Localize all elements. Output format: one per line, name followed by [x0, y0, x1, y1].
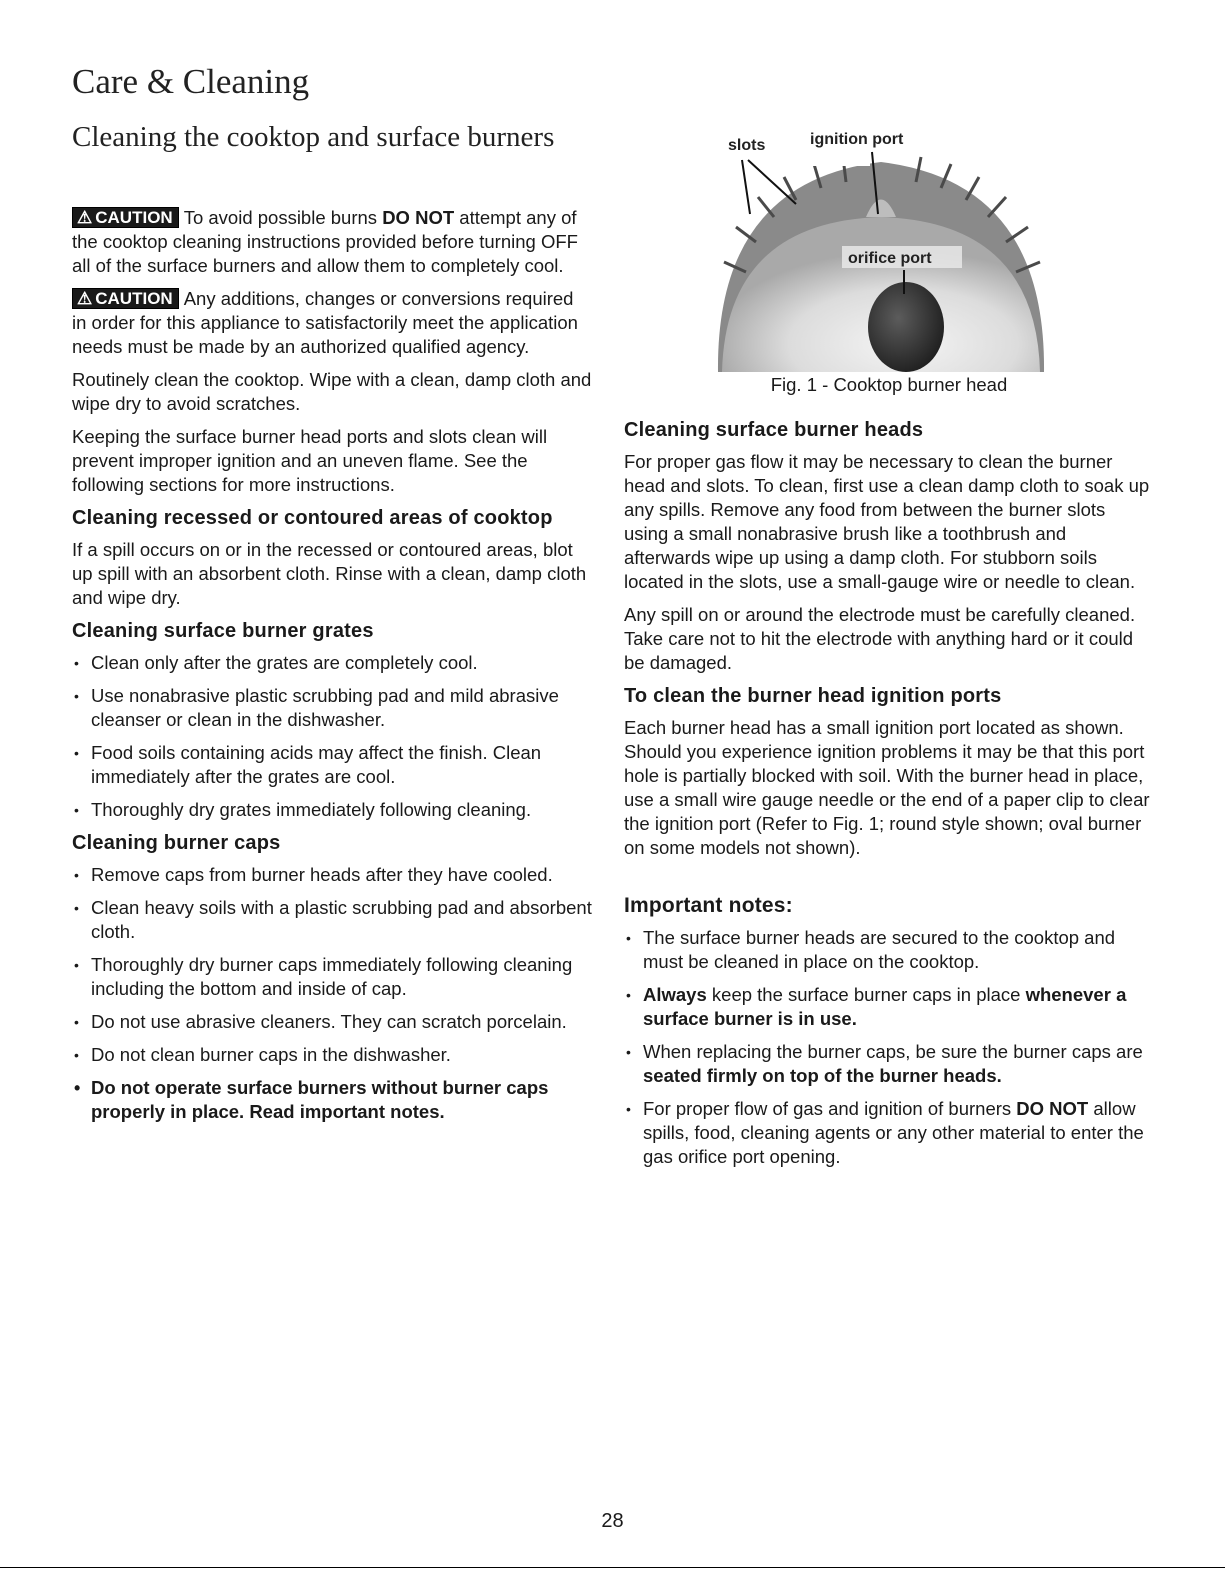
heads-paragraph: Any spill on or around the electrode must be carefully cleaned. Take care not to hit the electrode with anything hard or it could be damaged. — [624, 604, 1136, 673]
list-item: • Use nonabrasive plastic scrubbing pad and mild abrasive cleanser or clean in the dishwasher. — [72, 684, 592, 732]
list-item: • Thoroughly dry burner caps immediately following cleaning including the bottom and inside of cap. — [72, 953, 592, 1001]
section-title: Cleaning the cooktop and surface burners — [72, 121, 555, 153]
ignition-text: Each burner head has a small ignition port located as shown. Should you experience ignition problems it may be that this port hole is partially blocked with soil. With the burner head in place, use a small wire gauge needle or the end of a paper clip to clear the ignition port (Refer to Fig. 1; round style shown; oval burner on some models not shown). — [624, 717, 1150, 858]
ignition-heading: To clean the burner head ignition ports — [624, 685, 1002, 707]
heads-paragraph: For proper gas flow it may be necessary to clean the burner head and slots. To clean, first use a clean damp cloth to soak up any spills. Remove any food from between the burner slots using a small nonabrasive brush like a toothbrush and afterwards wipe up using a damp cloth. For stubborn soils located in the slots, use a small-gauge wire or needle to clean. — [624, 451, 1150, 592]
list-item: • Do not use abrasive cleaners. They can scratch porcelain. — [72, 1010, 592, 1034]
grates-heading: Cleaning surface burner grates — [72, 620, 374, 642]
intro-paragraph: Keeping the surface burner head ports and slots clean will prevent improper ignition and an uneven flame. See the following sections for more instructions. — [72, 426, 548, 495]
warning-triangle-icon: ⚠ — [77, 289, 93, 308]
caution-badge: ⚠ CAUTION — [72, 288, 179, 309]
list-item: • Do not clean burner caps in the dishwasher. — [72, 1043, 592, 1067]
orifice-port-hole — [868, 282, 944, 372]
list-item: • When replacing the burner caps, be sure the burner caps are seated firmly on top of the burner heads. — [624, 1040, 1154, 1088]
figure-caption: Fig. 1 - Cooktop burner head — [770, 374, 1008, 395]
caution-warning-burns: ⚠ CAUTION To avoid possible burns DO NOT attempt any of the cooktop cleaning instructions provided before turning OFF all of the surface burners and allow them to completely cool. — [72, 207, 578, 276]
list-item: • Thoroughly dry grates immediately following cleaning. — [72, 798, 592, 822]
warning-triangle-icon: ⚠ — [77, 208, 93, 227]
slots-label: slots — [728, 137, 766, 154]
caution-badge: ⚠ CAUTION — [72, 207, 179, 228]
heads-heading: Cleaning surface burner heads — [624, 419, 924, 441]
important-notes — [624, 894, 1154, 1169]
intro-paragraph: Routinely clean the cooktop. Wipe with a clean, damp cloth and wipe dry to avoid scratches. — [72, 369, 592, 414]
caution-warning-conversions: ⚠ CAUTION Any additions, changes or conversions required in order for this appliance to satisfactorily meet the application needs must be made by an authorized qualified agency. — [72, 288, 578, 357]
recessed-text: If a spill occurs on or in the recessed or contoured areas, blot up spill with an absorbent cloth. Rinse with a clean, damp cloth and wipe dry. — [72, 539, 587, 608]
list-item: • Always keep the surface burner caps in place whenever a surface burner is in use. — [624, 983, 1154, 1031]
right-column — [624, 418, 1154, 1178]
orifice-port-label: orifice port — [848, 250, 932, 267]
grates-list — [72, 651, 592, 822]
list-item: • Clean heavy soils with a plastic scrubbing pad and absorbent cloth. — [72, 896, 592, 944]
bottom-rule — [0, 1567, 1225, 1568]
list-item: • For proper flow of gas and ignition of burners DO NOT allow spills, food, cleaning agents or any other material to enter the gas orifice port opening. — [624, 1097, 1154, 1169]
list-item: • Clean only after the grates are completely cool. — [72, 651, 592, 675]
list-item: • Food soils containing acids may affect the finish. Clean immediately after the grates are cool. — [72, 741, 592, 789]
list-item: • Remove caps from burner heads after they have cooled. — [72, 863, 592, 887]
page-title: Care & Cleaning — [72, 62, 310, 101]
burner-head-photo — [716, 122, 1046, 372]
recessed-heading: Cleaning recessed or contoured areas of cooktop — [72, 507, 553, 529]
notes-heading: Important notes: — [624, 894, 793, 917]
page-number: 28 — [601, 1510, 624, 1532]
notes-list — [624, 926, 1154, 1169]
burner-head-figure — [716, 122, 1046, 372]
list-item: • The surface burner heads are secured to the cooktop and must be cleaned in place on the cooktop. — [624, 926, 1154, 974]
caps-heading: Cleaning burner caps — [72, 832, 281, 854]
caps-list — [72, 863, 592, 1124]
list-item-bold-warning: • Do not operate surface burners without burner caps properly in place. Read important notes. — [72, 1076, 592, 1124]
ignition-port-label: ignition port — [810, 131, 904, 148]
left-column — [72, 206, 592, 1133]
